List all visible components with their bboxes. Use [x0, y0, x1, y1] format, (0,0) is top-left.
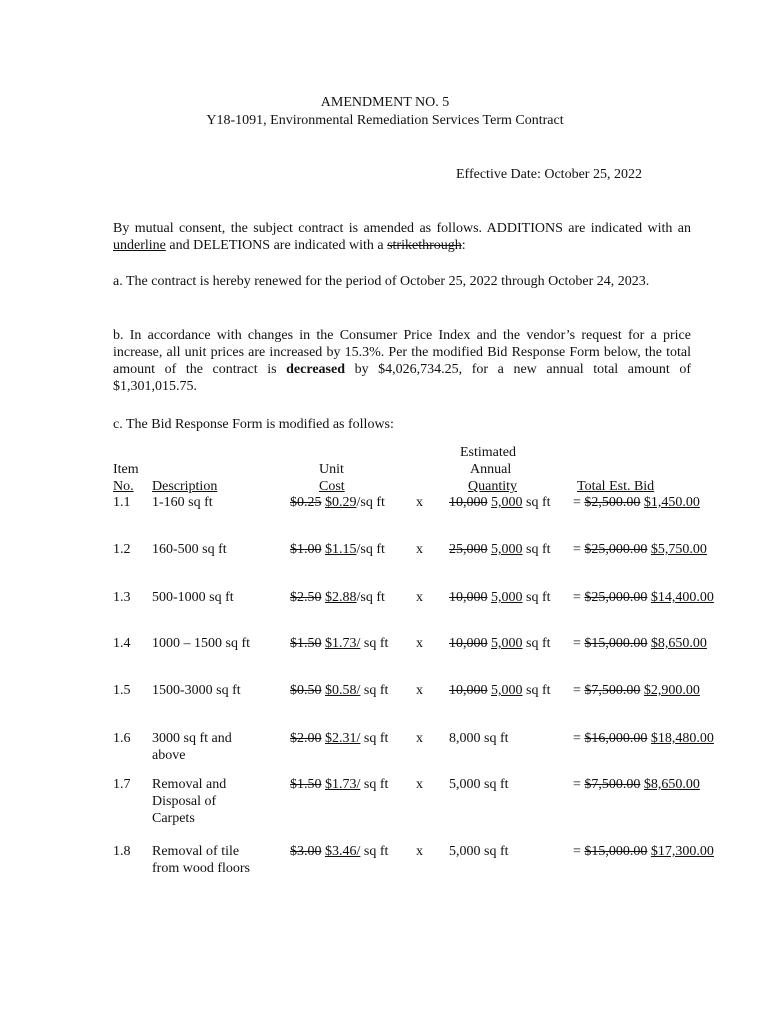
new-quantity: 5,000 [491, 495, 523, 510]
total-est-bid [573, 541, 707, 558]
estimated-quantity [449, 541, 551, 558]
total-est-bid [573, 730, 714, 747]
intro-text-3: : [461, 238, 466, 253]
underline-example: underline [113, 238, 166, 253]
old-unit-cost: $0.50 [290, 683, 322, 698]
quantity-suffix: 5,000 sq ft [449, 777, 509, 792]
total-prefix: = [573, 844, 585, 859]
unit-cost [290, 494, 385, 511]
strikethrough-example: strikethrough [387, 238, 462, 253]
multiply-sign: x [416, 844, 423, 859]
item-description: 500-1000 sq ft [152, 590, 234, 605]
unit-cost [290, 843, 388, 860]
estimated-quantity [449, 635, 551, 652]
item-description: 1500-3000 sq ft [152, 683, 241, 698]
item-number: 1.2 [113, 542, 131, 557]
unit-cost [290, 730, 388, 747]
header-item: Item [113, 462, 139, 477]
old-quantity: 10,000 [449, 683, 488, 698]
item-description: Disposal of [152, 794, 217, 809]
unit-cost-suffix: /sq ft [356, 495, 385, 510]
unit-cost [290, 682, 388, 699]
item-description: 160-500 sq ft [152, 542, 227, 557]
new-unit-cost: $0.58/ [325, 683, 361, 698]
unit-cost-suffix: sq ft [360, 777, 389, 792]
total-est-bid [573, 682, 700, 699]
new-unit-cost: $1.15 [325, 542, 357, 557]
quantity-suffix: sq ft [522, 495, 551, 510]
estimated-quantity [449, 494, 551, 511]
item-description: 3000 sq ft and [152, 731, 232, 746]
item-description: 1-160 sq ft [152, 495, 213, 510]
multiply-sign: x [416, 542, 423, 557]
old-unit-cost: $1.50 [290, 636, 322, 651]
unit-cost [290, 541, 385, 558]
old-total: $2,500.00 [584, 495, 641, 510]
unit-cost-suffix: /sq ft [356, 590, 385, 605]
total-prefix: = [573, 590, 585, 605]
paragraph-b-bold: decreased [286, 362, 345, 377]
new-total: $1,450.00 [643, 495, 700, 510]
estimated-quantity [449, 589, 551, 606]
multiply-sign: x [416, 777, 423, 792]
old-quantity: 10,000 [449, 636, 488, 651]
header-quantity: Quantity [468, 479, 517, 494]
item-number: 1.3 [113, 590, 131, 605]
header-unit: Unit [319, 462, 344, 477]
paragraph-b [113, 327, 691, 395]
quantity-suffix: 8,000 sq ft [449, 731, 509, 746]
old-total: $7,500.00 [584, 683, 641, 698]
new-quantity: 5,000 [491, 683, 523, 698]
item-description: Removal and [152, 777, 227, 792]
estimated-quantity [449, 843, 509, 860]
effective-date: Effective Date: October 25, 2022 [456, 167, 642, 182]
header-description: Description [152, 479, 218, 494]
new-total: $17,300.00 [650, 844, 714, 859]
unit-cost [290, 776, 388, 793]
old-total: $15,000.00 [584, 636, 648, 651]
estimated-quantity [449, 682, 551, 699]
total-prefix: = [573, 542, 585, 557]
unit-cost-suffix: sq ft [360, 844, 389, 859]
old-unit-cost: $2.50 [290, 590, 322, 605]
header-no: No. [113, 479, 134, 494]
item-description: 1000 – 1500 sq ft [152, 636, 250, 651]
paragraph-a: a. The contract is hereby renewed for the period of October 25, 2022 through October 24, 2023. [113, 274, 650, 289]
estimated-quantity [449, 730, 509, 747]
quantity-suffix: sq ft [522, 590, 551, 605]
new-quantity: 5,000 [491, 590, 523, 605]
total-prefix: = [573, 495, 585, 510]
new-unit-cost: $1.73/ [325, 636, 361, 651]
multiply-sign: x [416, 590, 423, 605]
paragraph-c: c. The Bid Response Form is modified as follows: [113, 417, 394, 432]
unit-cost-suffix: sq ft [360, 731, 389, 746]
total-est-bid [573, 589, 714, 606]
new-unit-cost: $1.73/ [325, 777, 361, 792]
item-number: 1.6 [113, 731, 131, 746]
intro-text-2: and DELETIONS are indicated with a [165, 238, 388, 253]
unit-cost [290, 589, 385, 606]
new-total: $14,400.00 [650, 590, 714, 605]
old-total: $25,000.00 [584, 590, 648, 605]
item-description: Removal of tile [152, 844, 240, 859]
unit-cost-suffix: sq ft [360, 636, 389, 651]
header-cost: Cost [319, 479, 345, 494]
multiply-sign: x [416, 731, 423, 746]
item-description: Carpets [152, 811, 195, 826]
old-quantity: 10,000 [449, 590, 488, 605]
new-total: $8,650.00 [643, 777, 700, 792]
old-unit-cost: $0.25 [290, 495, 322, 510]
old-quantity: 25,000 [449, 542, 488, 557]
new-unit-cost: $3.46/ [325, 844, 361, 859]
old-unit-cost: $1.00 [290, 542, 322, 557]
header-total-est-bid: Total Est. Bid [577, 479, 655, 494]
item-number: 1.8 [113, 844, 131, 859]
paragraph-b-text-1: b. In accordance with changes in the Consumer Price Index and the vendor’s request for a price increase, all unit prices are increased by 15.3%. Per the modified Bid Response Form below, the total amount of the contract is [113, 328, 691, 377]
header-estimated: Estimated [460, 445, 516, 460]
new-unit-cost: $0.29 [325, 495, 357, 510]
old-unit-cost: $2.00 [290, 731, 322, 746]
new-unit-cost: $2.88 [325, 590, 357, 605]
intro-text-1: By mutual consent, the subject contract is amended as follows. ADDITIONS are indicated with an [113, 221, 691, 236]
paragraph-b-text-2: by $4,026,734.25, for a new annual total amount of $1,301,015.75. [113, 362, 692, 394]
item-number: 1.7 [113, 777, 131, 792]
old-unit-cost: $3.00 [290, 844, 322, 859]
total-est-bid [573, 776, 700, 793]
item-number: 1.4 [113, 636, 131, 651]
quantity-suffix: sq ft [522, 683, 551, 698]
multiply-sign: x [416, 636, 423, 651]
new-unit-cost: $2.31/ [325, 731, 361, 746]
old-total: $25,000.00 [584, 542, 648, 557]
total-prefix: = [573, 777, 585, 792]
old-quantity: 10,000 [449, 495, 488, 510]
new-quantity: 5,000 [491, 542, 523, 557]
document-title: AMENDMENT NO. 5 [320, 95, 450, 110]
item-number: 1.5 [113, 683, 131, 698]
unit-cost-suffix: /sq ft [356, 542, 385, 557]
new-total: $8,650.00 [650, 636, 707, 651]
header-annual: Annual [470, 462, 512, 477]
document-subtitle: Y18-1091, Environmental Remediation Services Term Contract [206, 113, 564, 128]
total-est-bid [573, 494, 700, 511]
item-description: from wood floors [152, 861, 250, 876]
total-prefix: = [573, 731, 585, 746]
old-total: $16,000.00 [584, 731, 648, 746]
item-number: 1.1 [113, 495, 131, 510]
intro-paragraph [113, 220, 691, 254]
new-total: $18,480.00 [650, 731, 714, 746]
new-total: $2,900.00 [643, 683, 700, 698]
new-quantity: 5,000 [491, 636, 523, 651]
multiply-sign: x [416, 683, 423, 698]
old-total: $7,500.00 [584, 777, 641, 792]
total-est-bid [573, 635, 707, 652]
estimated-quantity [449, 776, 509, 793]
old-total: $15,000.00 [584, 844, 648, 859]
total-est-bid [573, 843, 714, 860]
unit-cost-suffix: sq ft [360, 683, 389, 698]
new-total: $5,750.00 [650, 542, 707, 557]
item-description: above [152, 748, 186, 763]
quantity-suffix: sq ft [522, 542, 551, 557]
quantity-suffix: 5,000 sq ft [449, 844, 509, 859]
unit-cost [290, 635, 388, 652]
old-unit-cost: $1.50 [290, 777, 322, 792]
total-prefix: = [573, 683, 585, 698]
multiply-sign: x [416, 495, 423, 510]
quantity-suffix: sq ft [522, 636, 551, 651]
total-prefix: = [573, 636, 585, 651]
